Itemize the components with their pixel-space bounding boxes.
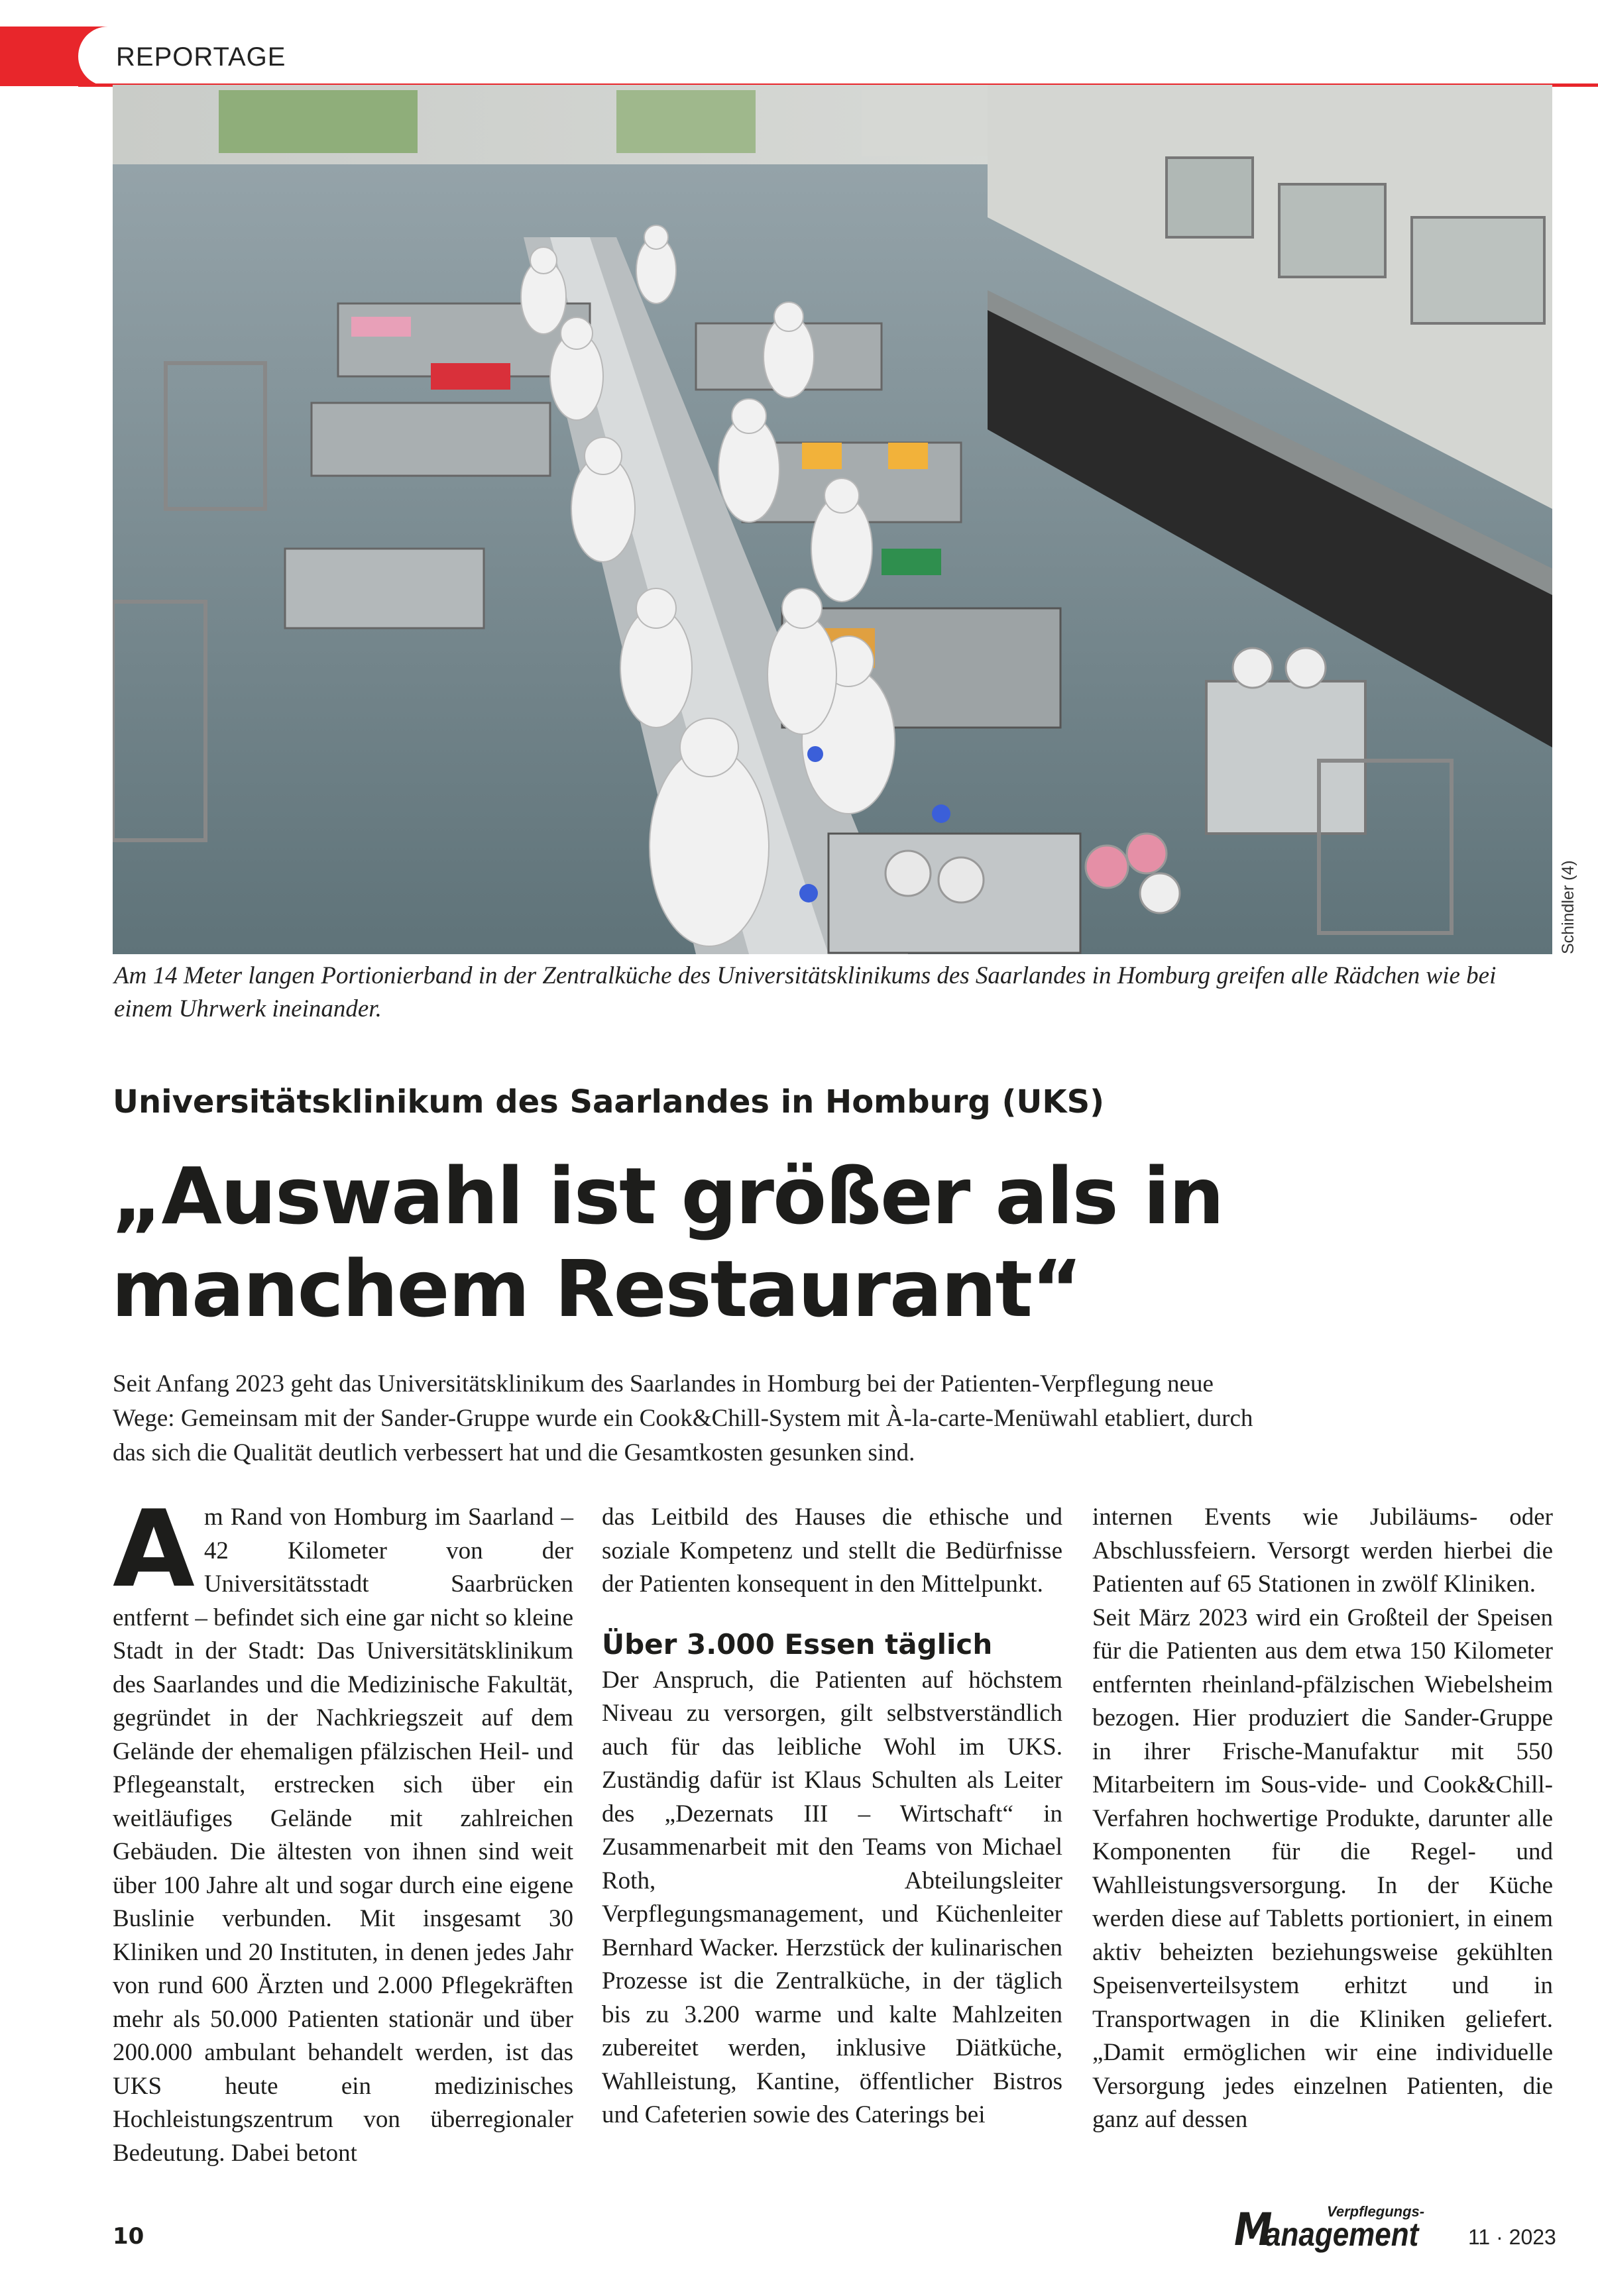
body-paragraph: m Rand von Homburg im Saarland – 42 Kilometer von der Universitätsstadt Saarbrücken entfernt – befindet sich eine gar nicht so kleine Stadt in der Stadt: Das Universitätsklinikum des Saarlandes und die Medizinische Fakultät, gegründet in der Nachkriegszeit auf dem Gelände der ehemaligen pfälzischen Heil- und Pflegeanstalt, erstrecken sich über ein weitläufiges Gelände mit zahlreichen Gebäuden. Die ältesten von ihnen sind weit über 100 Jahre alt und sogar durch eine eigene Buslinie verbunden. Mit insgesamt 30 Kliniken und 20 Instituten, in denen jedes Jahr von rund 600 Ärzten und 2.000 Pflegekräften mehr als 50.000 Patienten stationär und über 200.000 ambulant behandelt werden, ist das UKS heute ein medizinisches Hochleistungszentrum von überregionaler Bedeutung. Dabei betont (113, 1503, 573, 2167)
body-column-2 (602, 1501, 1062, 2132)
body-column-1 (113, 1487, 573, 2170)
body-paragraph: internen Events wie Jubiläums- oder Abschlussfeiern. Versorgt werden hierbei die Patienten auf 65 Stationen in zwölf Kliniken. (1092, 1503, 1553, 1598)
article-headline (111, 1150, 1437, 1335)
body-paragraph: Der Anspruch, die Patienten auf höchstem Niveau zu versorgen, gilt selbstverständlich auch für das leibliche Wohl im UKS. Zuständig dafür ist Klaus Schulten als Leiter des „Dezernats III – Wirtschaft“ in Zusammenarbeit mit den Teams von Michael Roth, Abteilungsleiter Verpflegungsmanagement, und Küchenleiter Bernhard Wacker. Herzstück der kulinarischen Prozesse ist die Zentralküche, in der täglich bis zu 3.200 warme und kalte Mahlzeiten zubereitet werden, inklusive Diätküche, Wahlleistung, Kantine, öffentlicher Bistros und Cafeterien sowie des Caterings bei (602, 1666, 1062, 2128)
headline-line-1: „Auswahl ist größer als in (111, 1150, 1224, 1242)
magazine-logo (1234, 2203, 1433, 2256)
article-lead: Seit Anfang 2023 geht das Universitätsklinikum des Saarlandes in Homburg bei der Patienten-Verpflegung neue Wege: Gemeinsam mit der Sander-Gruppe wurde ein Cook&Chill-System mit À-la-carte-Menüwahl etabliert, durch das sich die Qualität deutlich verbessert hat und die Gesamtkosten gesunken sind. (113, 1370, 1253, 1466)
section-subheading: Über 3.000 Essen täglich (602, 1627, 993, 1661)
body-paragraph: Seit März 2023 wird ein Großteil der Speisen für die Patienten aus dem etwa 150 Kilometer entfernten rheinland-pfälzischen Wiebelsheim bezogen. Hier produziert die Sander-Gruppe in ihrer Frische-Manufaktur mit 550 Mitarbeitern im Sous-vide- und Cook&Chill-Verfahren hochwertige Produkte, darunter alle Komponenten für die Regel- und Wahlleistungsversorgung. In der Küche werden diese auf Tabletts portioniert, in einem aktiv beheizten beziehungsweise gekühlten Speisenverteilsystem erhitzt und in Transportwagen in die Kliniken geliefert. „Damit ermöglichen wir eine individuelle Versorgung jedes einzelnen Patienten, die ganz auf dessen (1092, 1604, 1553, 2133)
kitchen-photo-illustration (113, 85, 1552, 954)
logo-top-text: Verpflegungs- (1327, 2203, 1425, 2220)
page-number: 10 (113, 2223, 144, 2250)
headline-line-2: manchem Restaurant“ (111, 1243, 1082, 1335)
article-kicker: Universitätsklinikum des Saarlandes in Homburg (UKS) (113, 1083, 1105, 1121)
section-label: REPORTAGE (116, 42, 286, 72)
photo-credit-text: Schindler (4) (1559, 860, 1577, 954)
photo-credit (1556, 855, 1583, 954)
drop-cap: A (113, 1487, 195, 1611)
issue-date: 11 · 2023 (1468, 2225, 1556, 2249)
body-paragraph: das Leitbild des Hauses die ethische und soziale Kompetenz und stellt die Bedürfnisse der Patienten konsequent in den Mittelpunkt. (602, 1503, 1062, 1598)
photo-caption: Am 14 Meter langen Portionierband in der Zentralküche des Universitätsklinikums des Saarlandes in Homburg greifen alle Rädchen wie bei einem Uhrwerk ineinander. (114, 962, 1497, 1022)
logo-letter-m: M (1234, 2204, 1271, 2256)
kitchen-photo (113, 85, 1552, 954)
logo-word: anagement (1265, 2216, 1419, 2253)
body-column-3 (1092, 1501, 1553, 2137)
